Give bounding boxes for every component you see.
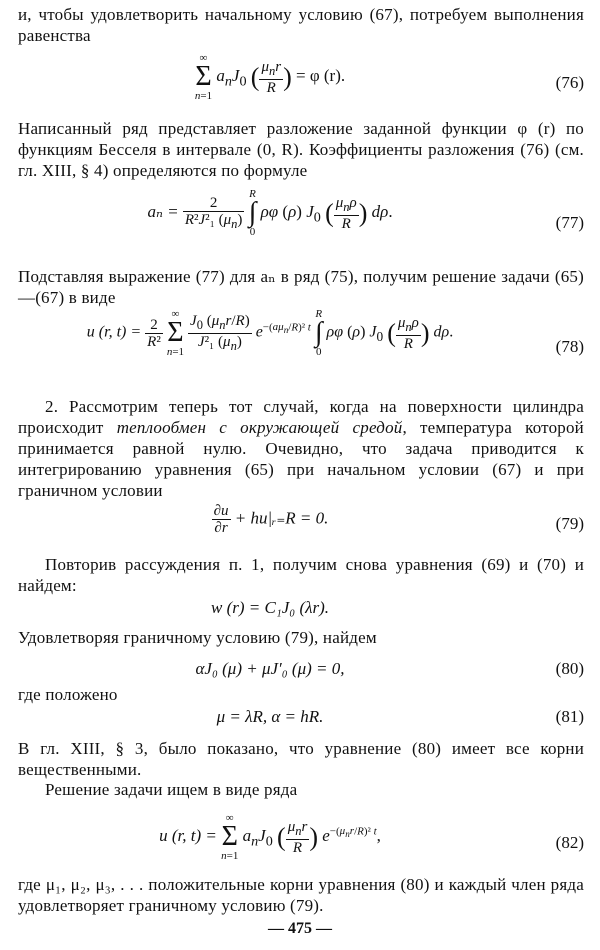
- equation-76-number: (76): [555, 73, 584, 92]
- sum-symbol: ∞ Σ n=1: [221, 812, 239, 862]
- equation-79-formula: $\frac{\partial u}{\partial r}$ + hu|ᵣ₌R = 0.: [213, 503, 329, 536]
- paragraph-5: Повторив рассуждения п. 1, получим снова уравнения (69) и (70) и найдем:: [18, 555, 584, 595]
- sum-symbol: ∞ Σ n=1: [194, 52, 213, 102]
- paragraph-7: где положено: [18, 685, 118, 704]
- equation-78: [0, 308, 600, 358]
- paragraph-4-start: 2. Рассмотрим теперь тот случай, когда на поверхности цилиндра происходит: [18, 397, 584, 437]
- paragraph-2: Написанный ряд представляет разложение заданной функции φ (r) по функциям Бесселя в интервале (0, R). Коэффициенты разложения (76) (см. гл. XIII, § 4) определяются по формуле: [18, 119, 584, 180]
- equation-81-number: (81): [555, 707, 584, 726]
- paragraph-4-end: , температура которой принимается равной нулю. Очевидно, что задача приводится к интегрированию уравнения (65) при начальном условии (67) и при граничном условии: [18, 418, 584, 500]
- equation-w-formula: w (r) = C₁J₀ (λr).: [210, 598, 329, 617]
- equation-76-formula: ∞ Σ n=1 $a_nJ_0$ ( $\frac{\mu_nr}{R}$ ) = φ (r).: [194, 52, 346, 102]
- paragraph-4-emphasis: теплообмен с окружающей средой: [116, 418, 403, 437]
- paragraph-1: и, чтобы удовлетворить начальному условию (67), потребуем выполнения равенства: [18, 5, 584, 45]
- equation-76: [0, 52, 600, 102]
- equation-79-rest: + hu|ᵣ₌R = 0.: [234, 508, 329, 528]
- equation-82-number: (82): [555, 833, 584, 852]
- equation-82-lhs: u (r, t) =: [159, 825, 217, 845]
- equation-78-formula: u (r, t) = $\frac{2}{\text{R²}}$ ∞ Σ n=1 $\frac{J_0 (\mu_nr/R)}{J^2_1 (\mu_n)}$ $e^{-(a\mu_n/R)^2 t}$ R ∫ 0 ρφ (ρ) $J_0$ ( $\frac{\mu_n\rho}{R}$ ) dρ.: [86, 308, 454, 358]
- paragraph-9: Решение задачи ищем в виде ряда: [45, 780, 298, 799]
- equation-78-number: (78): [555, 337, 584, 356]
- equation-78-lhs: u (r, t) =: [86, 323, 142, 341]
- equation-80-number: (80): [555, 659, 584, 678]
- equation-79: [0, 503, 600, 543]
- equation-82-formula: u (r, t) = ∞ Σ n=1 $a_nJ_0$ ( $\frac{\mu_nr}{R}$ ) $e^{-(\mu_nr/R)^2 t}$,: [159, 812, 381, 862]
- equation-76-rhs: = φ (r).: [296, 65, 346, 85]
- page-number: — 475 —: [268, 920, 332, 937]
- equation-80-formula: αJ₀ (μ) + μJ′₀ (μ) = 0,: [195, 659, 345, 678]
- sum-symbol: ∞ Σ n=1: [166, 308, 185, 358]
- equation-77-number: (77): [555, 213, 584, 232]
- integral-symbol: R ∫ 0: [248, 188, 257, 238]
- paragraph-6: Удовлетворяя граничному условию (79), найдем: [18, 628, 377, 647]
- integral-symbol: R ∫ 0: [314, 308, 323, 358]
- paragraph-8: В гл. XIII, § 3, было показано, что уравнение (80) имеет все корни вещественными.: [18, 739, 584, 779]
- paragraph-3: Подставляя выражение (77) для aₙ в ряд (75), получим решение задачи (65)—(67) в виде: [18, 267, 584, 307]
- paragraph-4: [18, 396, 584, 501]
- equation-77: [0, 188, 600, 238]
- equation-82: [0, 812, 600, 862]
- equation-77-lhs: aₙ =: [147, 201, 179, 221]
- equation-81-formula: μ = λR, α = hR.: [216, 707, 324, 726]
- equation-77-formula: aₙ = $\frac{2}{R^2J^2_1 (\mu_n)}$ R ∫ 0 ρφ (ρ) $J_0$ ( $\frac{\mu_n\rho}{R}$ ) dρ.: [147, 188, 393, 238]
- paragraph-10: где μ₁, μ₂, μ₃, . . . положительные корни уравнения (80) и каждый член ряда удовлетворяет граничному условию (79).: [18, 875, 584, 915]
- equation-79-number: (79): [555, 514, 584, 533]
